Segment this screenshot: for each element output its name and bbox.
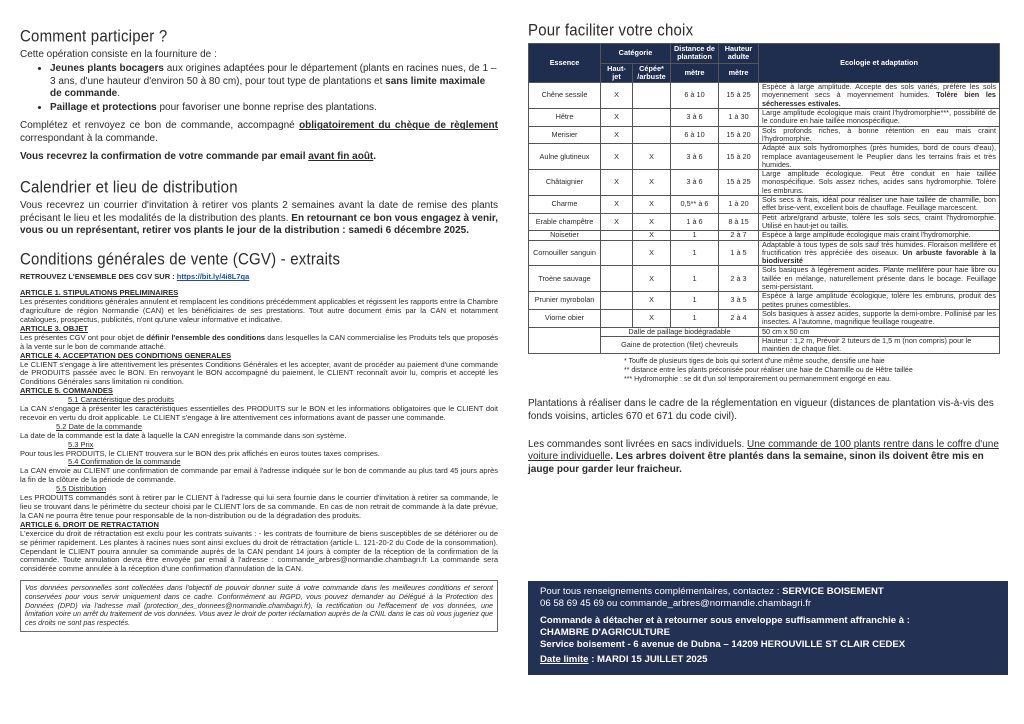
table-row xyxy=(529,144,1000,170)
article-1-title: ARTICLE 1. STIPULATIONS PRELIMINAIRES xyxy=(20,288,179,298)
header-categorie: Catégorie xyxy=(601,44,671,64)
essence-cell: Prunier myrobolan xyxy=(529,292,601,310)
essence-cell: Troène sauvage xyxy=(529,266,601,292)
cepee-cell: X xyxy=(633,170,671,196)
ecologie-cell: Espèce à large amplitude écologique mais craint l'hydromorphie. xyxy=(759,231,1000,240)
distance-cell: 3 à 6 xyxy=(671,170,719,196)
cepee-cell: X xyxy=(633,240,671,266)
section-5-1: 5.1 Caractéristique des produits xyxy=(68,395,174,405)
haut-jet-cell xyxy=(601,231,633,240)
gaine-label: Gaine de protection (filet) chevreuils xyxy=(601,336,759,354)
contact-line-1: Pour tous renseignements complémentaires, contactez : SERVICE BOISEMENT xyxy=(540,586,884,597)
table-row xyxy=(529,196,1000,214)
ecologie-cell: Large amplitude écologique. Peut être conduit en haie taillée monospécifique. Sols assez riches, acides sans hydromorphie. Tolère les embruns. xyxy=(759,170,1000,196)
table-row xyxy=(529,213,1000,231)
haut-jet-cell xyxy=(601,240,633,266)
hauteur-cell: 1 à 30 xyxy=(719,109,759,127)
section-5-4: 5.4 Confirmation de la commande xyxy=(68,457,181,467)
distance-cell: 3 à 6 xyxy=(671,109,719,127)
header-haut-jet: Haut-jet xyxy=(601,63,633,83)
section-5-2-text: La date de la commande est la date à laquelle la CAN enregistre la commande dans son système. xyxy=(20,430,347,440)
ecologie-cell: Sols secs à frais, idéal pour réaliser une haie taillée de charmille, bon effet brise-vent, excellent bois de chauffage. Feuillage marcescent. xyxy=(759,196,1000,214)
haut-jet-cell: X xyxy=(601,144,633,170)
calendrier-text: Vous recevrez un courrier d'invitation à retirer vos plants 2 semaines avant la date de remise des plants précisant le lieu et les modalités de la distribution des plants. En retournant ce bon vous engagez à venir, vous ou un représentant, retirer vos plants le jour de la distribution : samedi 6 décembre 2025. xyxy=(20,200,499,236)
table-notes xyxy=(624,357,1008,384)
section-title-participer: Comment participer ? xyxy=(20,27,168,46)
hauteur-cell: 15 à 20 xyxy=(719,126,759,144)
hauteur-cell: 2 à 7 xyxy=(719,231,759,240)
participer-list xyxy=(20,63,498,114)
dalle-label: Dalle de paillage biodégradable xyxy=(601,327,759,336)
bullet-paillage: • Paillage et protections pour favoriser une bonne reprise des plantations. xyxy=(50,102,498,114)
complete-text: Complétez et renvoyez ce bon de commande, accompagné obligatoirement du chèque de règlement correspondant à la commande. xyxy=(20,120,498,144)
note-3: *** Hydromorphie : se dit d'un sol temporairement ou permanemment engorgé en eau. xyxy=(624,376,892,384)
essence-cell: Charme xyxy=(529,196,601,214)
article-4-text: Le CLIENT s'engage à lire attentivement les présentes Conditions Générales et les accepter, avant de procéder au paiement d'une commande de PRODUITS passée avec le BON. En renvoyant le BON accompagné du paiement, le CLIENT reconnaît avoir lu, compris et accepté les Conditions Générales sans limitation ni condition. xyxy=(20,359,498,387)
contact-line-4: CHAMBRE D'AGRICULTURE xyxy=(540,627,671,638)
haut-jet-cell xyxy=(601,309,633,327)
contact-line-5: Service boisement - 6 avenue de Dubna – 14209 HEROUVILLE ST CLAIR CEDEX xyxy=(540,639,906,650)
section-5-4-text: La CAN envoie au CLIENT une confirmation de commande par email à l'adresse indiquée sur le bon de commande au plus tard 45 jours après la fin de la clôture de la période de commande. xyxy=(20,466,498,485)
article-6-title: ARTICLE 6. DROIT DE RETRACTATION xyxy=(20,519,159,529)
distance-cell: 1 xyxy=(671,266,719,292)
ecologie-cell: Adapté aux sols hydromorphes (près humides, bord de cours d'eau), remplace avantageusement le Peuplier dans les terrains frais et très humides. xyxy=(759,144,1000,170)
essence-cell: Erable champêtre xyxy=(529,213,601,231)
ecologie-cell: Adaptable à tous types de sols sauf très humides. Floraison mellifère et fructification très appréciée des oiseaux. Un arbuste favorable à la biodiversité xyxy=(759,240,1000,266)
hauteur-cell: 2 à 4 xyxy=(719,309,759,327)
distance-cell: 1 xyxy=(671,240,719,266)
essence-cell: Cornouiller sanguin xyxy=(529,240,601,266)
article-4-title: ARTICLE 4. ACCEPTATION DES CONDITIONS GENERALES xyxy=(20,350,232,360)
haut-jet-cell: X xyxy=(601,170,633,196)
cepee-cell xyxy=(633,126,671,144)
plantation-text: Plantations à réaliser dans le cadre de la réglementation en vigueur (distances de plantation vis-à-vis des fonds voisins, articles 670 et 671 du code civil). xyxy=(528,398,994,422)
table-row xyxy=(529,109,1000,127)
cgv-link-line: RETROUVEZ L'ENSEMBLE DES CGV SUR : https://bit.ly/4i8L7qa xyxy=(20,272,250,282)
table-row xyxy=(529,240,1000,266)
essence-cell: Merisier xyxy=(529,126,601,144)
contact-deadline: Date limite : MARDI 15 JUILLET 2025 xyxy=(540,654,708,665)
essence-cell: Chêne sessile xyxy=(529,83,601,109)
fourniture-label: Fourniture xyxy=(529,327,601,354)
header-ecologie: Ecologie et adaptation xyxy=(759,44,1000,83)
rgpd-notice: Vos données personnelles sont collectées dans l'objectif de pouvoir donner suite à votre commande dans les meilleures conditions et seront conservées pour vous servir uniquement dans ce cadre. Conformément au RGPD, vous pouvez demander au Délégué à la Protection des Données (DPD) via l'adresse mail (protection_des_donnees@normandie.chambagri.fr), la rectification ou l'effacement de vos données, une limitation voire un arrêt du traitement de vos données. Vous avez le droit de porter réclamation auprès de la CNIL dans le cas où vous jugeriez que ces droits ne sont pas respectés. xyxy=(20,580,498,632)
hauteur-cell: 8 à 15 xyxy=(719,213,759,231)
gaine-value: Hauteur : 1,2 m, Prévoir 2 tuteurs de 1,5 m (non compris) pour le maintien de chaque filet. xyxy=(759,336,1000,354)
dalle-value: 50 cm x 50 cm xyxy=(759,327,1000,336)
hauteur-cell: 1 à 20 xyxy=(719,196,759,214)
haut-jet-cell: X xyxy=(601,83,633,109)
article-3-title: ARTICLE 3. OBJET xyxy=(20,323,88,333)
article-6-text: L'exercice du droit de rétractation est exclu pour les contrats suivants : - les contrats de fourniture de biens susceptibles de se détériorer ou de se périmer rapidement. Les plantes à racines nues sont ainsi exclues du droit de rétractation (article L. 121-20-2 du Code de la consommation). Cependant le CLIENT pourra annuler sa commande auprès de la CAN pendant 14 jours à compter de la réception de la confirmation de la commande. Toute annulation devra être envoyée par email à l'adresse : commande_arbres@normandie.chambagri.fr La commande sera considérée comme annulée à la réception d'une confirmation d'annulation de la CAN. xyxy=(20,528,498,574)
ecologie-cell: Large amplitude écologique mais craint l'hydromorphie***, possibilité de le conduire en haie taillée monospécifique. xyxy=(759,109,1000,127)
ecologie-cell: Sols basiques à légèrement acides. Plante mellifère pour haie libre ou taillée en mélange, naturellement présente dans le bocage. Feuillage semi-persistant. xyxy=(759,266,1000,292)
table-row xyxy=(529,83,1000,109)
essence-cell: Noisetier xyxy=(529,231,601,240)
note-1: * Touffe de plusieurs tiges de bois qui sortent d'une même souche, densifie une haie xyxy=(624,358,885,366)
left-column xyxy=(20,28,498,632)
cepee-cell xyxy=(633,83,671,109)
haut-jet-cell: X xyxy=(601,126,633,144)
table-row xyxy=(529,309,1000,327)
section-5-3: 5.3 Prix xyxy=(68,439,94,449)
bullet-plants: • Jeunes plants bocagers aux origines adaptées pour le département (plants en racines nues, de 1 – 3 ans, d'une hauteur d'environ 50 à 80 cm), pour tout type de plantations et sans limite maximale de commande. xyxy=(50,63,498,100)
table-row xyxy=(529,292,1000,310)
cgv-articles xyxy=(20,289,498,574)
cepee-cell xyxy=(633,109,671,127)
distance-cell: 1 xyxy=(671,292,719,310)
hauteur-cell: 2 à 3 xyxy=(719,266,759,292)
cepee-cell: X xyxy=(633,144,671,170)
hauteur-cell: 3 à 5 xyxy=(719,292,759,310)
header-essence: Essence xyxy=(529,44,601,83)
note-2: ** distance entre les plants préconisée pour réaliser une haie de Charmille ou de Hêtre taillée xyxy=(624,367,913,375)
haut-jet-cell: X xyxy=(601,109,633,127)
distance-cell: 1 à 6 xyxy=(671,213,719,231)
hauteur-cell: 1 à 5 xyxy=(719,240,759,266)
cepee-cell: X xyxy=(633,266,671,292)
ecologie-cell: Petit arbre/grand arbuste, tolère les sols secs, craint l'hydromorphie. Utilisé en haut-jet ou taillis. xyxy=(759,213,1000,231)
table-row xyxy=(529,266,1000,292)
article-1-text: Les présentes conditions générales annulent et remplacent les conditions précédemment applicables et régissent les rapports entre la Chambre d'agriculture de région Normandie (CAN) et les bénéficiaires de ses prestations. Tout autre document émis par la CAN et notamment catalogues, prospectus, publicités, n'ont qu'une valeur informative et indicative. xyxy=(20,297,498,324)
participer-intro: Cette opération consiste en la fourniture de : xyxy=(20,49,217,60)
haut-jet-cell: X xyxy=(601,196,633,214)
table-row xyxy=(529,170,1000,196)
distance-cell: 1 xyxy=(671,231,719,240)
distance-cell: 3 à 6 xyxy=(671,144,719,170)
header-metre-hauteur: mètre xyxy=(719,63,759,83)
cepee-cell: X xyxy=(633,292,671,310)
haut-jet-cell: X xyxy=(601,213,633,231)
cepee-cell: X xyxy=(633,231,671,240)
cgv-link[interactable]: https://bit.ly/4i8L7qa xyxy=(176,272,250,282)
haut-jet-cell xyxy=(601,266,633,292)
article-5-title: ARTICLE 5. COMMANDES xyxy=(20,386,113,396)
ecologie-cell: Sols profonds riches, à bonne rétention en eau mais craint l'hydromorphie. xyxy=(759,126,1000,144)
distance-cell: 6 à 10 xyxy=(671,126,719,144)
section-5-3-text: Pour tous les PRODUITS, le CLIENT trouvera sur le BON des prix affichés en euros toutes taxes comprises. xyxy=(20,448,380,458)
section-title-choix: Pour faciliter votre choix xyxy=(528,21,694,40)
essences-body xyxy=(529,83,1000,327)
hauteur-cell: 15 à 25 xyxy=(719,170,759,196)
contact-line-2: 06 58 69 45 69 ou commande_arbres@normandie.chambagri.fr xyxy=(540,598,812,609)
cepee-cell: X xyxy=(633,309,671,327)
distance-cell: 6 à 10 xyxy=(671,83,719,109)
haut-jet-cell xyxy=(601,292,633,310)
essence-cell: Aulne glutineux xyxy=(529,144,601,170)
contact-box xyxy=(528,581,1008,675)
delivery-text: Les commandes sont livrées en sacs individuels. Une commande de 100 plants rentre dans le coffre d'une voiture individuelle. Les arbres doivent être plantés dans la semaine, sinon ils doivent être mis en jauge pour garder leur fraicheur. xyxy=(528,438,999,475)
essence-cell: Viorne obier xyxy=(529,309,601,327)
confirm-text: Vous recevrez la confirmation de votre commande par email avant fin août. xyxy=(20,151,377,163)
header-distance: Distance de plantation xyxy=(671,44,719,64)
right-column xyxy=(528,22,1008,476)
header-metre-distance: mètre xyxy=(671,63,719,83)
section-5-1-text: La CAN s'engage à présenter les caractéristiques essentielles des PRODUITS sur le BON et les informations obligatoires que le CLIENT doit recevoir en vertu du droit applicable. Le CLIENT s'engage à lire attentivement ces informations avant de passer une commande. xyxy=(20,404,498,422)
section-title-calendrier: Calendrier et lieu de distribution xyxy=(20,178,238,198)
section-5-5-text: Les PRODUITS commandés sont à retirer par le CLIENT à l'adresse qui lui sera fournie dans le courrier d'invitation à retirer sa commande, le lieu se trouvant dans le périmètre du secteur choisi par le CLIENT lors de sa commande. En cas de non retrait de commande à la date prévue, la CAN ne pourra être tenue pour responsable de la non-distribution ou de la dégradation des produits. xyxy=(20,493,498,520)
hauteur-cell: 15 à 25 xyxy=(719,83,759,109)
cepee-cell: X xyxy=(633,196,671,214)
header-hauteur: Hauteur adulte xyxy=(719,44,759,64)
cepee-cell: X xyxy=(633,213,671,231)
header-cepee: Cépée* /arbuste xyxy=(633,63,671,83)
essence-cell: Châtaignier xyxy=(529,170,601,196)
essences-table xyxy=(528,43,1000,354)
essence-cell: Hêtre xyxy=(529,109,601,127)
section-5-2: 5.2 Date de la commande xyxy=(56,421,142,431)
contact-line-3: Commande à détacher et à retourner sous enveloppe suffisamment affranchie à : xyxy=(540,615,910,626)
ecologie-cell: Espèce à large amplitude écologique, tolère les embruns, produit des petites prunes comestibles. xyxy=(759,292,1000,310)
hauteur-cell: 15 à 20 xyxy=(719,144,759,170)
ecologie-cell: Sols basiques à assez acides, supporte la demi-ombre. Pollinisé par les insectes. A l'automne, magnifique feuillage rougeatre. xyxy=(759,309,1000,327)
distance-cell: 1 xyxy=(671,309,719,327)
article-3-text: Les présentes CGV ont pour objet de définir l'ensemble des conditions dans lesquelles la CAN commercialise les Produits tels que proposés à la vente sur le bon de commande attaché. xyxy=(20,332,498,351)
section-5-5: 5.5 Distribution xyxy=(56,484,107,494)
distance-cell: 0,5** à 6 xyxy=(671,196,719,214)
ecologie-cell: Espèce à large amplitude. Accepte des sols variés, préfère les sols moyennement secs à moyennement humides. Tolère bien les sécheresses estivales. xyxy=(759,83,1000,109)
table-row xyxy=(529,126,1000,144)
section-title-cgv: Conditions générales de vente (CGV) - extraits xyxy=(20,250,341,269)
